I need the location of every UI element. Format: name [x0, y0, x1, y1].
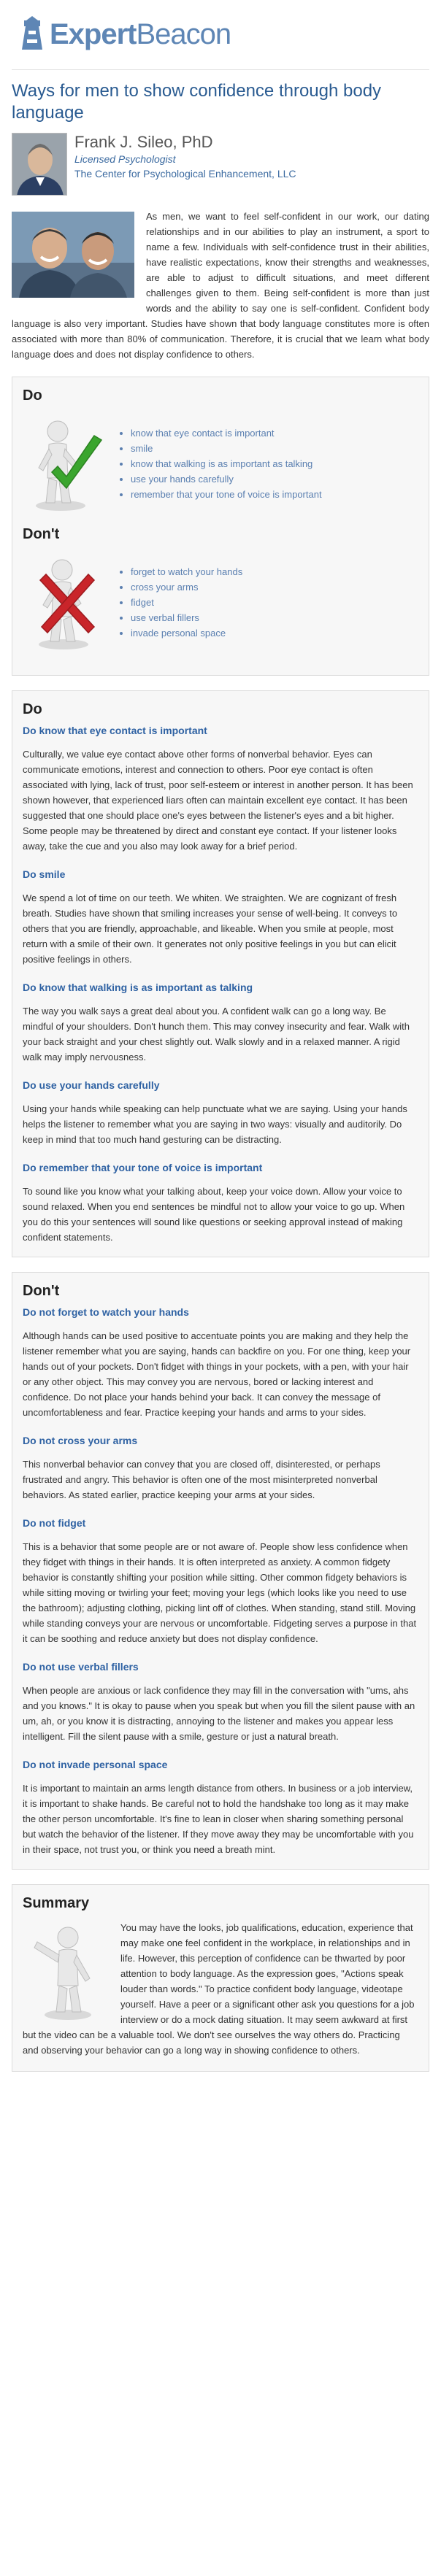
do-item-body: The way you walk says a great deal about you. A confident walk can go a long way. Be mindful of your shoulders. Don't hunch them. This may convey insecurity and fear. Walk with your back straight and your chest slightly out. Walk slowly and in a relaxed manner. A rigid walk may imply nervousness.	[23, 1006, 410, 1063]
do-list-row	[23, 412, 418, 514]
author-photo	[12, 133, 67, 196]
dont-section-heading: Don't	[23, 1283, 60, 1299]
brand-name-part2: Beacon	[136, 18, 231, 50]
lighthouse-icon	[16, 16, 48, 53]
summary-text: You may have the looks, job qualifications, education, experience that may make one feel confident in the workplace, in relationships and in life. However, this perception of confidence can be thwarted by poor attention to body language. As the expression goes, "Actions speak louder than words." To practice confident body language, videotape yourself. Have a peer or a significant other ask you questions for a job interview or do a mock dating situation. It may seem awkward at first but the video can be a valuable tool. We don't see ourselves the way others do. Practicing and observing your behavior can go a long way in showing confidence to others.	[23, 1922, 415, 2056]
brand-name	[50, 17, 231, 52]
do-list-heading: Do	[23, 387, 42, 404]
author-info	[74, 133, 296, 198]
do-list-item[interactable]: • remember that your tone of voice is important	[131, 487, 322, 502]
dont-list	[131, 564, 242, 641]
do-item-title: Do know that walking is as important as talking	[23, 982, 253, 993]
dont-list-item[interactable]: • invade personal space	[131, 625, 242, 641]
dont-item-title: Do not cross your arms	[23, 1435, 138, 1446]
dont-list-row	[23, 551, 418, 653]
do-list	[131, 425, 322, 502]
dont-item-title: Do not use verbal fillers	[23, 1661, 139, 1673]
expertbeacon-logo[interactable]	[16, 16, 231, 53]
cross-figure-icon	[23, 551, 110, 653]
intro-photo	[12, 212, 134, 298]
dont-item-title: Do not invade personal space	[23, 1759, 168, 1770]
dont-list-item[interactable]: • forget to watch your hands	[131, 564, 242, 579]
dont-list-item[interactable]: • use verbal fillers	[131, 610, 242, 625]
do-item-body: We spend a lot of time on our teeth. We whiten. We straighten. We are cognizant of fresh breath. Studies have shown that smiling increases your sense of well-being. It conveys to others that you are friendly, approachable, and likeable. When you smile at people, most return with a smile of their own. It generates not only positive feelings in you but can elicit positive feelings in others.	[23, 892, 398, 965]
do-item-title: Do smile	[23, 868, 66, 880]
author-portrait-icon	[12, 134, 67, 196]
smiling-men-photo-icon	[12, 212, 134, 298]
author-role: Licensed Psychologist	[74, 153, 176, 165]
brand-name-part1: Expert	[50, 18, 137, 50]
do-item-title: Do remember that your tone of voice is important	[23, 1162, 263, 1173]
dont-list-item[interactable]: • cross your arms	[131, 579, 242, 595]
dont-section	[12, 1272, 429, 1870]
dont-item-body: This nonverbal behavior can convey that you are closed off, disinterested, or perhaps frustrated and angry. This behavior is often one of the most misinterpreted nonverbal behaviors. As stated earlier, practice keeping your arms at your sides.	[23, 1459, 380, 1500]
summary-heading: Summary	[23, 1895, 90, 1911]
dont-item-body: When people are anxious or lack confidence they may fill in the conversation with "ums, ahs and you knows." It is okay to pause when you speak but when you fill the silent pause with an um, ah, or you know it is distracting, annoying to the listener and makes you appear less intelligent. Fill the silent pause with a smile, gesture or just a natural breath.	[23, 1685, 415, 1742]
author-organization[interactable]: The Center for Psychological Enhancement, LLC	[74, 168, 296, 180]
do-list-item[interactable]: • smile	[131, 441, 322, 456]
summary-section	[12, 1884, 429, 2072]
do-dont-summary-box	[12, 377, 429, 676]
dont-item-title: Do not fidget	[23, 1517, 86, 1529]
intro-block	[12, 209, 429, 362]
do-list-item[interactable]: • know that walking is as important as talking	[131, 456, 322, 471]
do-list-item[interactable]: • use your hands carefully	[131, 471, 322, 487]
author-block	[12, 133, 429, 198]
author-name[interactable]: Frank J. Sileo, PhD	[74, 133, 213, 151]
dont-list-item[interactable]: • fidget	[131, 595, 242, 610]
do-item-body: Culturally, we value eye contact above other forms of nonverbal behavior. Eyes can communicate emotions, interest and connection to others. Poor eye contact is often associated with lying, lack of trust, poor self-esteem or interest in another person. It has been shown however, that experienced liars often can maintain excellent eye contact. It has been suggested that one should place one's eyes between the listener's eyes and a bit higher. Some people may be threatened by direct and constant eye contact. If your listener looks away, take the cue and you also may look away for a brief period.	[23, 749, 413, 852]
dont-item-body: This is a behavior that some people are or not aware of. People show less confidence when they fidget with things in their hands. It is often interpreted as anxiety. A common fidgety behavior is constantly shifting your position while sitting. Other common fidgety behaviors is while sitting moving or twirling your feet; moving your legs (which looks like you need to use the bathroom); adjusting clothing, picking lint off of clothes. When standing, stand still. Moving while standing conveys your are nervous or uncomfortable. Fidgeting serves a purpose in that it can be soothing and reduce anxiety but does not display confidence.	[23, 1541, 417, 1644]
site-header	[12, 0, 429, 70]
do-section	[12, 690, 429, 1257]
dont-list-heading: Don't	[23, 526, 60, 542]
do-list-item[interactable]: • know that eye contact is important	[131, 425, 322, 441]
do-item-title: Do use your hands carefully	[23, 1079, 160, 1091]
dont-item-title: Do not forget to watch your hands	[23, 1306, 189, 1318]
dont-item-body: Although hands can be used positive to accentuate points you are making and they help the listener remember what you are saying, hands can backfire on you. For one thing, keep your hands out of your pockets. Don't fidget with things in your pockets, with a pen, with your hair or any other object. This may convey you are nervous, bored or lacking interest and confidence. Do not place your hands behind your back. It can convey the message of uncomfortableness and fear. Practice keeping your hands and arms to your sides.	[23, 1330, 411, 1418]
do-section-heading: Do	[23, 701, 42, 717]
do-item-title: Do know that eye contact is important	[23, 725, 207, 736]
checkmark-figure-icon	[23, 412, 110, 514]
article-title: Ways for men to show confidence through body language	[12, 81, 382, 123]
waving-figure-icon	[27, 1920, 107, 2022]
do-item-body: Using your hands while speaking can help punctuate what we are saying. Using your hands helps the listener to remember what you are saying in two ways: visually and auditorily. Do keep in mind that too much hand gesturing can be distracting.	[23, 1103, 407, 1145]
intro-text: As men, we want to feel self-confident in our work, our dating relationships and in our abilities to play an instrument, a sport to name a few. Individuals with self-confidence trust in their abilities, have realistic expectations, know their strengths and weaknesses, are able to adjust to difficult situations, and meet different challenges given to them. Being self-confident is more than just words and the ability to say one is self-confident. Confident body language is also very important. Studies have shown that body language constitutes more is often associated with more than 80% of communication. Therefore, it is crucial that we learn what body language does and does not display confidence to others.	[12, 211, 429, 360]
dont-item-body: It is important to maintain an arms length distance from others. In business or a job interview, it is important to shake hands. Be careful not to hold the handshake too long as it may make the other person uncomfortable. It's fine to lean in closer when sharing something personal but watch the behavior of the listener. If they move away they may be uncomfortable with you in their space, not trust you, or think you need a breath mint.	[23, 1783, 414, 1855]
do-item-body: To sound like you know what your talking about, keep your voice down. Allow your voice to sound relaxed. When you end sentences be mindful not to allow your voice to go up. When you do this your sentences will sound like questions or seeking approval instead of making confident statements.	[23, 1186, 405, 1243]
